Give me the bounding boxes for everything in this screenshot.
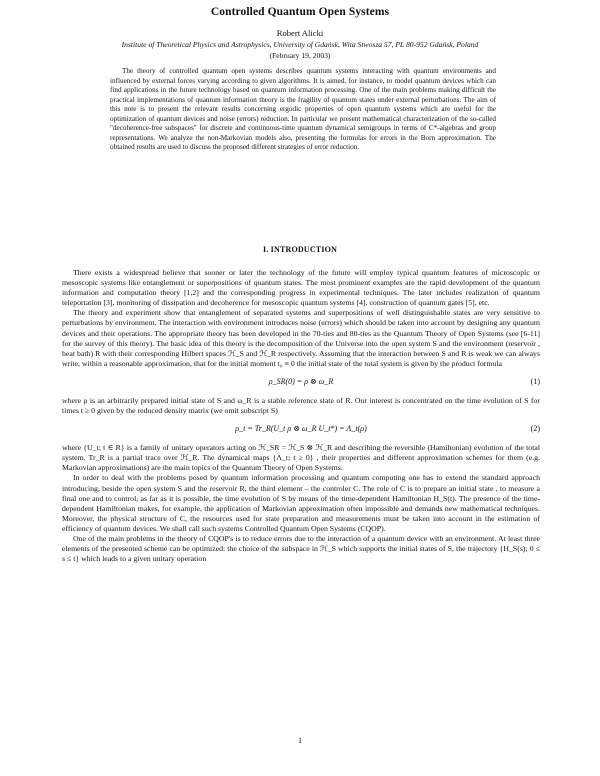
- section-body: [62, 268, 540, 564]
- equation-number: (1): [530, 376, 540, 386]
- equation-2: [62, 420, 540, 440]
- paragraph: In order to deal with the problems posed by quantum information processing and quantum computing one has to extend the standard approach introducing, beside the open system S and the reservoir R, the third element – the controler C. The role of C is to prepare an initial state , to measure a final one and to control, as far as it is possible, the time evolution of S by means of the time-dependent Hamiltonian H_S(t). The presence of the time-dependent Hamiltonian makes, for example, the application of Markovian approximation often impossible and demands new mathematical techniques. Moreover, the physical structure of C, the resources used for state preparation and measurements must be taken into account in the estimation of efficiency of quantum devices. We shall call such systems Controlled Quantum Open Systems (CQOP).: [62, 473, 540, 533]
- submission-date: (February 19, 2003): [269, 51, 331, 60]
- paragraph: There exists a widespread believe that sooner or later the technology of the future will employ typical quantum features of microscopic or mesoscopic systems like entanglement or superpositions of quantum states. The most prominent examples are the rapid development of the quantum information and computation theory [1,2] and the corresponding progress in experimental techniques. The later includes realization of quantum teleportation [3], monitoring of dissipation and decoherence for mesoscopic quantum systems [4], construction of quantum gates [5], etc.: [62, 268, 540, 308]
- equation-expression: ρ_SR(0) = ρ ⊗ ω_R: [268, 376, 334, 386]
- paragraph: where {U_t; t ∈ R} is a family of unitary operators acting on ℋ_SR = ℋ_S ⊗ ℋ_R and describing the reversible (Hamiltonian) evolution of the total system. Tr_R is a partial trace over ℋ_R. The dynamical maps {Λ_t; t ≥ 0} , their properties and different approximation schemes for them (e.g. Markovian approximations) are the main topics of the Quantum Theory of Open Systems.: [62, 443, 540, 473]
- author-affiliation: Institute of Theoretical Physics and Astrophysics, University of Gdańsk, Wita Stwosza 57, PL 80-952 Gdańsk, Poland: [121, 40, 479, 49]
- paragraph: The theory and experiment show that entanglement of separated systems and superpositions of well distinguishable states are very sensitive to perturbations by environment. The interaction with environment introduces noise (errors) which should be taken into account by designing any quantum devices and their operations. The appropriate theory has been developed in the 70-ties and 80-ties as the Quantum Theory of Open Systems (see [6-11] for the survey of this theory). The basic idea of this theory is the decomposition of the Universe into the open system S and the environment (reservoir , heat bath) R with their corresponding Hilbert spaces ℋ_S and ℋ_R respectively. Assuming that the interaction between S and R is weak we can always write, within a reasonable approximation, that for the initial moment t₀ ≡ 0 the initial state of the total system is given by the product formula: [62, 308, 540, 368]
- equation-expression: ρ_t = Tr_R(U_t ρ ⊗ ω_R U_t*) = Λ_t(ρ): [235, 424, 367, 434]
- author-name: Robert Alicki: [276, 28, 324, 38]
- equation-1: [62, 373, 540, 393]
- paragraph: One of the main problems in the theory of CQOP's is to reduce errors due to the interaction of a quantum device with an environment. At least three elements of the presented scheme can be optimized: the choice of the subspace in ℋ_S which supports the initial states of S, the trajectory {H_S(s); 0 ≤ s ≤ t} which leads to a given unitary operation: [62, 533, 540, 564]
- section-heading: I. INTRODUCTION: [262, 245, 338, 254]
- equation-number: (2): [530, 424, 540, 434]
- page-number: 1: [298, 736, 302, 745]
- paragraph: where ρ is an arbitrarily prepared initial state of S and ω_R is a stable reference state of R. Our interest is concentrated on the time evolution of S for times t ≥ 0 given by the reduced density matrix (we omit subscript S): [62, 395, 540, 416]
- paper-title: Controlled Quantum Open Systems: [210, 6, 390, 18]
- abstract: The theory of controlled quantum open systems describes quantum systems interacting with quantum environments and influenced by external forces varying according to given algorithms. It is aimed, for instance, to model quantum devices which can find applications in the future technology based on quantum information processing. One of the main problems making difficult the practical implementations of quantum information theory is the fragility of quantum states under external perturbations. The aim of this note is to present the relevant results concerning ergodic properties of open quantum systems which are useful for the optimization of quantum devices and noise (errors) reduction. In particular we present mathematical characterization of the so-called "decoherence-free subspaces" for discrete and continuous-time quantum dynamical semigroups in terms of C*-algebras and group representations. We analyze the non-Markovian models also, presenting the formulas for errors in the Born approximation. The obtained results are used to discuss the proposed different strategies of error reduction.: [110, 67, 496, 152]
